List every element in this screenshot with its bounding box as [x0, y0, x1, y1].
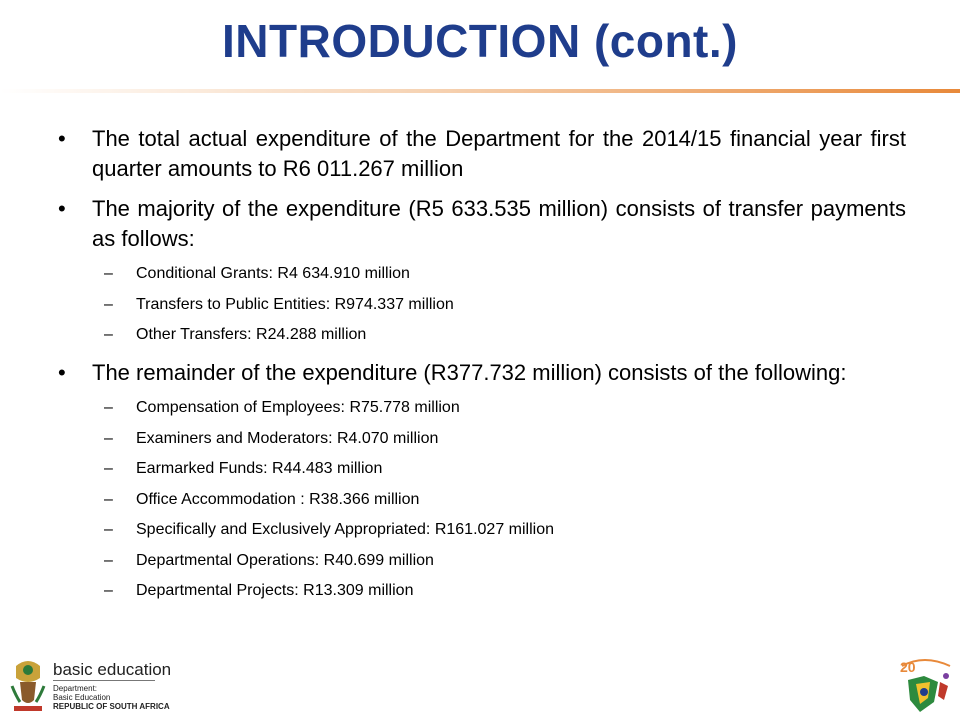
logo-line-republic: REPUBLIC OF SOUTH AFRICA — [53, 702, 170, 711]
logo-title: basic education — [53, 660, 172, 679]
sub-bullet-item — [58, 490, 906, 510]
logo-line-department: Department: — [53, 684, 98, 693]
sub-bullet-text: Examiners and Moderators: R4.070 million — [136, 429, 439, 447]
sub-bullet-text: Earmarked Funds: R44.483 million — [136, 460, 383, 477]
slide-title: INTRODUCTION (cont.) — [222, 15, 738, 67]
sub-bullet-item — [58, 551, 906, 571]
sub-bullet-item — [58, 429, 906, 449]
bullet-list — [58, 124, 906, 614]
sub-bullet-item — [58, 295, 906, 315]
sub-bullet-text: Office Accommodation : R38.366 million — [136, 490, 420, 508]
sub-bullet-text: Compensation of Employees: R75.778 million — [136, 399, 460, 416]
twenty-years-of-freedom-icon — [894, 652, 956, 718]
sub-bullet-marker: – — [104, 429, 113, 447]
sub-bullet-text: Specifically and Exclusively Appropriated: R161.027 million — [136, 521, 554, 538]
sub-bullet-marker: – — [104, 326, 113, 343]
sub-bullet-marker: – — [104, 399, 113, 416]
bullet-text: The majority of the expenditure (R5 633.535 million) consists of transfer payments as follows: — [92, 196, 906, 251]
sub-bullet-marker: – — [104, 460, 113, 477]
sub-bullet-list — [58, 264, 906, 345]
bullet-text: The remainder of the expenditure (R377.732 million) consists of the following: — [92, 360, 847, 385]
logo-divider — [53, 680, 155, 681]
bullet-item — [58, 194, 906, 254]
sub-bullet-text: Transfers to Public Entities: R974.337 million — [136, 295, 454, 313]
logo-line-basic-education: Basic Education — [53, 693, 111, 702]
title-divider — [0, 88, 960, 94]
sub-bullet-marker: – — [104, 582, 113, 599]
sub-bullet-marker: – — [104, 521, 113, 538]
sub-bullet-text: Conditional Grants: R4 634.910 million — [136, 265, 410, 282]
sub-bullet-marker: – — [104, 265, 113, 282]
sub-bullet-marker: – — [104, 551, 113, 569]
sub-bullet-text: Departmental Operations: R40.699 million — [136, 551, 434, 569]
bullet-text: The total actual expenditure of the Department for the 2014/15 financial year first quarter amounts to R6 011.267 million — [92, 126, 906, 181]
bullet-item — [58, 124, 906, 184]
sub-bullet-item — [58, 325, 906, 345]
sub-bullet-item — [58, 398, 906, 418]
sub-bullet-item — [58, 459, 906, 479]
sub-bullet-item — [58, 520, 906, 540]
anniversary-number: 20 — [900, 659, 916, 675]
sub-bullet-item — [58, 264, 906, 284]
sub-bullet-marker: – — [104, 295, 113, 313]
bullet-marker: • — [58, 196, 66, 221]
sub-bullet-item — [58, 581, 906, 601]
bullet-marker: • — [58, 126, 66, 151]
sub-bullet-text: Other Transfers: R24.288 million — [136, 326, 367, 343]
sub-bullet-marker: – — [104, 490, 113, 508]
bullet-item — [58, 358, 906, 388]
sub-bullet-text: Departmental Projects: R13.309 million — [136, 582, 414, 599]
bullet-marker: • — [58, 360, 66, 385]
sub-bullet-list — [58, 398, 906, 601]
